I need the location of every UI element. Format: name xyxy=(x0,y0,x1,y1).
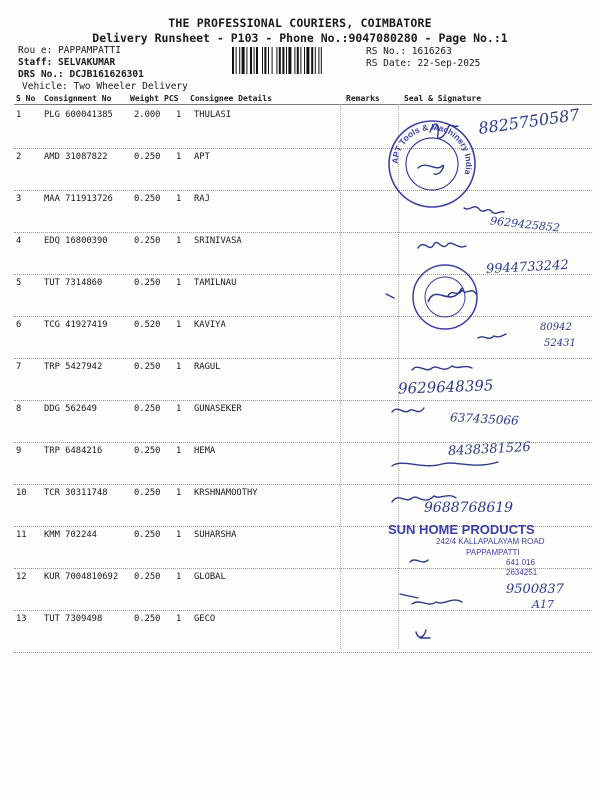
barcode-bar xyxy=(318,47,319,74)
row-sno: 6 xyxy=(16,320,22,330)
svg-text:APT Tools & Machinery India xyxy=(390,122,474,176)
handwritten-phone-row10: 9688768619 xyxy=(424,500,514,516)
handwritten-phone-row6: 80942 xyxy=(540,322,572,333)
barcode-bar xyxy=(286,47,287,74)
signature-row4 xyxy=(418,242,466,248)
barcode-bar xyxy=(250,47,252,74)
row-consignee: GLOBAL xyxy=(194,572,226,582)
row-divider xyxy=(14,610,592,611)
route-label: Rou e: PAPPAMPATTI xyxy=(18,45,121,56)
row-consignment-no: TUT 7309498 xyxy=(44,614,103,624)
row-divider xyxy=(14,484,592,485)
col-consignee: Consignee Details xyxy=(190,94,272,103)
row-consignment-no: TRP 5427942 xyxy=(44,362,103,372)
row-consignment-no: MAA 711913726 xyxy=(44,194,113,204)
row-pcs: 1 xyxy=(176,614,182,624)
row-consignee: RAGUL xyxy=(194,362,221,372)
barcode-bar xyxy=(268,47,269,74)
signature-row7 xyxy=(412,366,472,370)
barcode-bar xyxy=(311,47,313,74)
signature-row13 xyxy=(416,630,430,638)
row-consignee: GUNASEKER xyxy=(194,404,242,414)
row-consignee: KRSHNAMOOTHY xyxy=(194,488,258,498)
row-consignee: TAMILNAU xyxy=(194,278,237,288)
row-consignment-no: PLG 600041385 xyxy=(44,110,113,120)
barcode-bar xyxy=(239,47,240,74)
row-pcs: 1 xyxy=(176,152,182,162)
row-divider xyxy=(14,652,592,653)
row-consignee: SUHARSHA xyxy=(194,530,237,540)
row-pcs: 1 xyxy=(176,362,182,372)
handwritten-phone-row7: 9629648395 xyxy=(397,376,494,398)
row-sno: 8 xyxy=(16,404,22,414)
row-divider xyxy=(14,148,592,149)
company-title: THE PROFESSIONAL COURIERS, COIMBATORE xyxy=(168,16,432,30)
row-sno: 9 xyxy=(16,446,22,456)
row-sno: 11 xyxy=(16,530,27,540)
col-pcs: PCS xyxy=(164,94,179,103)
barcode-bar xyxy=(246,47,247,74)
barcode-bar xyxy=(254,47,255,74)
company-seal-stamp xyxy=(386,118,478,210)
barcode-bar xyxy=(256,47,258,74)
row-sno: 7 xyxy=(16,362,22,372)
row-pcs: 1 xyxy=(176,404,182,414)
rs-number: RS No.: 1616263 xyxy=(366,46,452,57)
row-consignee: HEMA xyxy=(194,446,216,456)
row-consignment-no: EDQ 16800390 xyxy=(44,236,108,246)
row-weight: 0.250 xyxy=(134,278,161,288)
signature-row11 xyxy=(410,560,428,562)
row-weight: 0.250 xyxy=(134,152,161,162)
signature-row6 xyxy=(478,334,506,338)
drs-label: DRS No.: DCJB161626301 xyxy=(18,69,144,80)
row-divider xyxy=(14,400,592,401)
row-sno: 3 xyxy=(16,194,22,204)
round-stamp xyxy=(410,262,480,332)
signature-row12 xyxy=(400,594,462,604)
handwritten-phone-row4: 9629425852 xyxy=(489,214,561,235)
row-sno: 13 xyxy=(16,614,27,624)
vehicle-label: Vehicle: Two Wheeler Delivery xyxy=(22,81,188,92)
col-weight: Weight xyxy=(130,94,159,103)
handwritten-phone-row8: 637435066 xyxy=(449,410,520,428)
col-consignment: Consignment No xyxy=(44,94,112,103)
barcode-bar xyxy=(294,47,295,74)
row-pcs: 1 xyxy=(176,236,182,246)
row-sno: 4 xyxy=(16,236,22,246)
row-pcs: 1 xyxy=(176,530,182,540)
row-consignment-no: TCG 41927419 xyxy=(44,320,108,330)
row-consignment-no: TCR 30311748 xyxy=(44,488,108,498)
row-consignee: APT xyxy=(194,152,210,162)
row-sno: 12 xyxy=(16,572,27,582)
stamp-company-name: SUN HOME PRODUCTS xyxy=(388,522,535,537)
row-sno: 1 xyxy=(16,110,22,120)
row-consignee: KAVIYA xyxy=(194,320,226,330)
row-consignee: THULASI xyxy=(194,110,232,120)
barcode-bar xyxy=(321,47,322,74)
handwritten-phone-row6-b: 52431 xyxy=(544,338,576,349)
row-consignee: SRINIVASA xyxy=(194,236,242,246)
row-consignment-no: KMM 702244 xyxy=(44,530,97,540)
barcode-bar xyxy=(262,47,263,74)
handwritten-phone-row12: 9500837 xyxy=(506,582,564,597)
row-pcs: 1 xyxy=(176,446,182,456)
stamp-pin: 641 016 xyxy=(506,558,535,567)
row-consignment-no: TRP 6484216 xyxy=(44,446,103,456)
row-weight: 0.250 xyxy=(134,488,161,498)
handwritten-phone-row1: 8825750587 xyxy=(477,105,581,138)
row-consignment-no: DDG 562649 xyxy=(44,404,97,414)
barcode-bar xyxy=(297,47,299,74)
row-sno: 2 xyxy=(16,152,22,162)
staff-label: Staff: SELVAKUMAR xyxy=(18,57,116,68)
stamp-place: PAPPAMPATTI xyxy=(466,548,520,557)
row-consignment-no: AMD 31087822 xyxy=(44,152,108,162)
barcode-bar xyxy=(232,47,234,74)
row-consignment-no: KUR 7004810692 xyxy=(44,572,119,582)
row-pcs: 1 xyxy=(176,194,182,204)
row-weight: 0.520 xyxy=(134,320,161,330)
row-consignee: GECO xyxy=(194,614,216,624)
handwritten-extra-row12: A17 xyxy=(532,598,554,611)
row-weight: 0.250 xyxy=(134,194,161,204)
col-seal: Seal & Signature xyxy=(404,94,482,103)
row-consignee: RAJ xyxy=(194,194,210,204)
barcode-bar xyxy=(282,47,284,74)
seal-ring-text: APT Tools & Machinery India xyxy=(389,121,475,176)
barcode-bar xyxy=(236,47,237,74)
stamp-phone: 2634251 xyxy=(506,568,538,577)
row-weight: 0.250 xyxy=(134,362,161,372)
stamp-address: 242/4 KALLAPALAYAM ROAD xyxy=(436,537,545,546)
barcode-bar xyxy=(288,47,291,74)
row-pcs: 1 xyxy=(176,320,182,330)
handwritten-phone-row5: 9944733242 xyxy=(485,257,570,278)
row-pcs: 1 xyxy=(176,278,182,288)
barcode-bar xyxy=(264,47,266,74)
row-sno: 5 xyxy=(16,278,22,288)
signature-row9 xyxy=(392,462,498,466)
barcode-bar xyxy=(306,47,309,74)
row-weight: 0.250 xyxy=(134,614,161,624)
row-weight: 0.250 xyxy=(134,446,161,456)
handwritten-phone-row9: 8438381526 xyxy=(447,439,532,460)
row-divider xyxy=(14,316,592,317)
barcode-bar xyxy=(242,47,245,74)
row-divider xyxy=(14,190,592,191)
barcode-bar xyxy=(315,47,316,74)
rs-date: RS Date: 22-Sep-2025 xyxy=(366,58,481,69)
col-remarks: Remarks xyxy=(346,94,380,103)
row-pcs: 1 xyxy=(176,572,182,582)
barcode-bar xyxy=(300,47,301,74)
col-sno: S No xyxy=(16,94,36,103)
row-pcs: 1 xyxy=(176,110,182,120)
row-divider xyxy=(14,358,592,359)
row-sno: 10 xyxy=(16,488,27,498)
runsheet-subtitle: Delivery Runsheet - P103 - Phone No.:9047080280 - Page No.:1 xyxy=(92,31,508,45)
row-divider xyxy=(14,232,592,233)
barcode-bar xyxy=(304,47,305,74)
signature-row8 xyxy=(392,408,424,412)
barcode-bar xyxy=(276,47,277,74)
row-consignment-no: TUT 7314860 xyxy=(44,278,103,288)
row-weight: 0.250 xyxy=(134,572,161,582)
row-weight: 2.000 xyxy=(134,110,161,120)
row-weight: 0.250 xyxy=(134,236,161,246)
barcode-bar xyxy=(272,47,273,74)
row-weight: 0.250 xyxy=(134,404,161,414)
header-divider xyxy=(14,104,592,105)
row-pcs: 1 xyxy=(176,488,182,498)
barcode-bar xyxy=(279,47,281,74)
row-weight: 0.250 xyxy=(134,530,161,540)
barcode xyxy=(232,47,360,74)
